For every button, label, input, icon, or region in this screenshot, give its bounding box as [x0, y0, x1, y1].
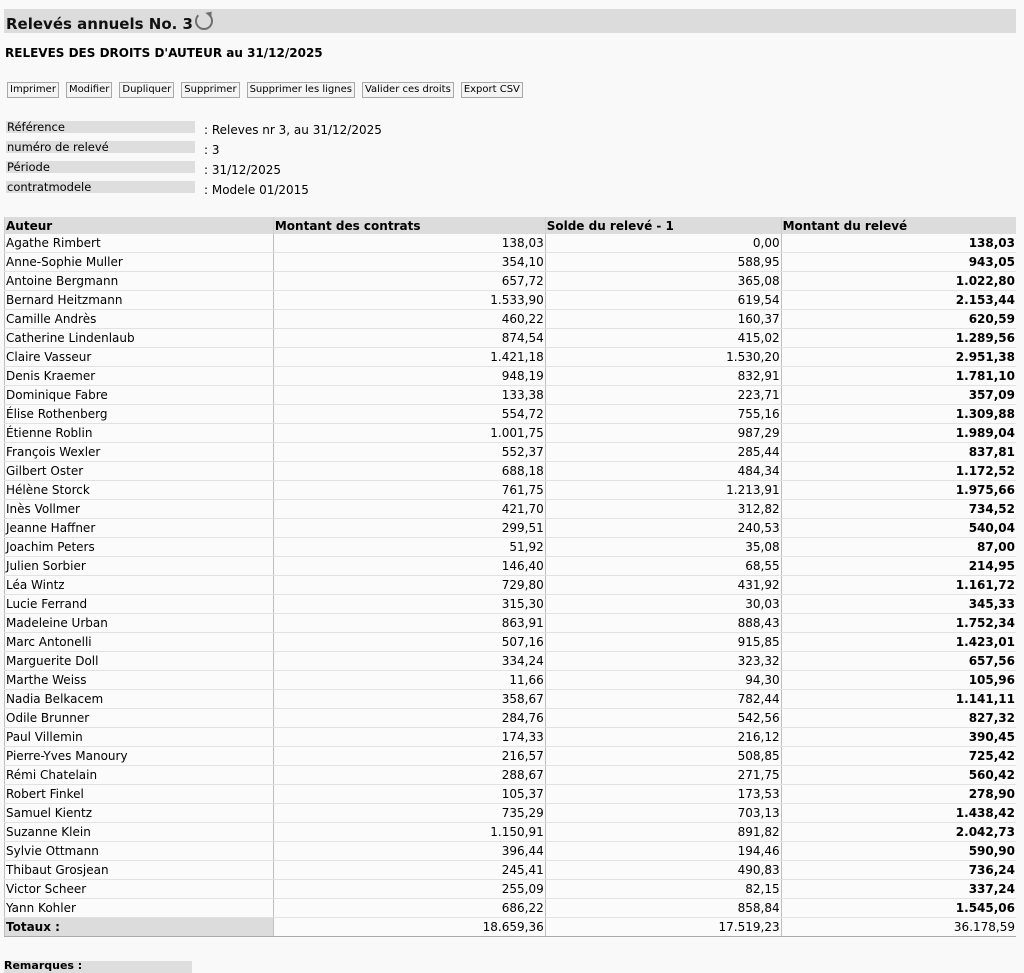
contract-amount: 874,54 — [273, 329, 545, 348]
edit-button[interactable]: Modifier — [66, 82, 112, 98]
statement-amount: 1.975,66 — [781, 481, 1016, 500]
table-row — [5, 842, 1017, 861]
contract-amount: 1.001,75 — [273, 424, 545, 443]
table-row — [5, 386, 1017, 405]
table-row — [5, 576, 1017, 595]
previous-balance: 285,44 — [545, 443, 781, 462]
contract-amount: 554,72 — [273, 405, 545, 424]
statement-amount: 1.172,52 — [781, 462, 1016, 481]
table-row — [5, 880, 1017, 899]
statement-amount: 357,09 — [781, 386, 1016, 405]
previous-balance: 194,46 — [545, 842, 781, 861]
contract-amount: 146,40 — [273, 557, 545, 576]
field-label: Référence — [6, 121, 195, 133]
statement-amount: 390,45 — [781, 728, 1016, 747]
statement-amount: 837,81 — [781, 443, 1016, 462]
field-value: : 3 — [204, 143, 220, 157]
statement-amount: 1.289,56 — [781, 329, 1016, 348]
table-row — [5, 424, 1017, 443]
contract-amount: 735,29 — [273, 804, 545, 823]
statement-amount: 105,96 — [781, 671, 1016, 690]
field-period — [6, 161, 406, 181]
author-name[interactable]: François Wexler — [5, 443, 274, 462]
author-name[interactable]: Marguerite Doll — [5, 652, 274, 671]
author-name[interactable]: Sylvie Ottmann — [5, 842, 274, 861]
contract-amount: 284,76 — [273, 709, 545, 728]
statement-amount: 620,59 — [781, 310, 1016, 329]
field-label: contratmodele — [6, 181, 195, 193]
previous-balance: 30,03 — [545, 595, 781, 614]
author-name[interactable]: Jeanne Haffner — [5, 519, 274, 538]
author-name[interactable]: Odile Brunner — [5, 709, 274, 728]
author-name[interactable]: Suzanne Klein — [5, 823, 274, 842]
author-name[interactable]: Samuel Kientz — [5, 804, 274, 823]
table-row — [5, 652, 1017, 671]
statement-amount: 214,95 — [781, 557, 1016, 576]
author-name[interactable]: Agathe Rimbert — [5, 234, 274, 253]
contract-amount: 255,09 — [273, 880, 545, 899]
statement-amount: 1.545,06 — [781, 899, 1016, 918]
statement-amount: 1.989,04 — [781, 424, 1016, 443]
totals-label: Totaux : — [5, 918, 274, 937]
contract-amount: 358,67 — [273, 690, 545, 709]
table-row — [5, 595, 1017, 614]
table-row — [5, 671, 1017, 690]
author-name[interactable]: Étienne Roblin — [5, 424, 274, 443]
statement-amount: 1.141,11 — [781, 690, 1016, 709]
field-reference — [6, 121, 406, 141]
statement-amount: 725,42 — [781, 747, 1016, 766]
table-row — [5, 405, 1017, 424]
author-name[interactable]: Dominique Fabre — [5, 386, 274, 405]
previous-balance: 323,32 — [545, 652, 781, 671]
contract-amount: 948,19 — [273, 367, 545, 386]
table-row — [5, 899, 1017, 918]
column-header-statement-amount: Montant du relevé — [781, 217, 1016, 234]
previous-balance: 82,15 — [545, 880, 781, 899]
total-statement-amount: 36.178,59 — [781, 918, 1016, 937]
previous-balance: 431,92 — [545, 576, 781, 595]
author-name[interactable]: Léa Wintz — [5, 576, 274, 595]
field-value: : Releves nr 3, au 31/12/2025 — [204, 123, 382, 137]
contract-amount: 138,03 — [273, 234, 545, 253]
table-row — [5, 519, 1017, 538]
previous-balance: 94,30 — [545, 671, 781, 690]
previous-balance: 858,84 — [545, 899, 781, 918]
author-name[interactable]: Marc Antonelli — [5, 633, 274, 652]
contract-amount: 686,22 — [273, 899, 545, 918]
previous-balance: 619,54 — [545, 291, 781, 310]
author-name[interactable]: Madeleine Urban — [5, 614, 274, 633]
table-row — [5, 310, 1017, 329]
column-header-previous-balance: Solde du relevé - 1 — [545, 217, 781, 234]
contract-amount: 552,37 — [273, 443, 545, 462]
table-row — [5, 329, 1017, 348]
previous-balance: 915,85 — [545, 633, 781, 652]
column-header-contract-amount: Montant des contrats — [273, 217, 545, 234]
table-row — [5, 348, 1017, 367]
statement-fields — [6, 121, 406, 201]
contract-amount: 51,92 — [273, 538, 545, 557]
previous-balance: 415,02 — [545, 329, 781, 348]
action-toolbar — [7, 82, 523, 98]
print-button[interactable]: Imprimer — [7, 82, 59, 98]
contract-amount: 334,24 — [273, 652, 545, 671]
statement-amount: 657,56 — [781, 652, 1016, 671]
author-name[interactable]: Hélène Storck — [5, 481, 274, 500]
table-row — [5, 804, 1017, 823]
table-row — [5, 861, 1017, 880]
author-name[interactable]: Lucie Ferrand — [5, 595, 274, 614]
author-name[interactable]: Marthe Weiss — [5, 671, 274, 690]
table-row — [5, 500, 1017, 519]
contract-amount: 507,16 — [273, 633, 545, 652]
statement-amount: 337,24 — [781, 880, 1016, 899]
previous-balance: 542,56 — [545, 709, 781, 728]
previous-balance: 755,16 — [545, 405, 781, 424]
table-row — [5, 557, 1017, 576]
table-row — [5, 234, 1017, 253]
previous-balance: 891,82 — [545, 823, 781, 842]
contract-amount: 396,44 — [273, 842, 545, 861]
total-contract-amount: 18.659,36 — [273, 918, 545, 937]
export-csv-button[interactable]: Export CSV — [461, 82, 523, 98]
previous-balance: 888,43 — [545, 614, 781, 633]
contract-amount: 657,72 — [273, 272, 545, 291]
table-row — [5, 709, 1017, 728]
author-name[interactable]: Julien Sorbier — [5, 557, 274, 576]
total-previous-balance: 17.519,23 — [545, 918, 781, 937]
contract-amount: 354,10 — [273, 253, 545, 272]
royalties-table — [4, 217, 1016, 937]
previous-balance: 271,75 — [545, 766, 781, 785]
table-row — [5, 538, 1017, 557]
field-value: : Modele 01/2015 — [204, 183, 309, 197]
statement-amount: 734,52 — [781, 500, 1016, 519]
statement-amount: 540,04 — [781, 519, 1016, 538]
contract-amount: 216,57 — [273, 747, 545, 766]
author-name[interactable]: Robert Finkel — [5, 785, 274, 804]
contract-amount: 421,70 — [273, 500, 545, 519]
table-row — [5, 614, 1017, 633]
statement-amount: 1.752,34 — [781, 614, 1016, 633]
statement-amount: 345,33 — [781, 595, 1016, 614]
statement-amount: 827,32 — [781, 709, 1016, 728]
previous-balance: 216,12 — [545, 728, 781, 747]
statement-amount: 2.153,44 — [781, 291, 1016, 310]
table-header-row — [5, 217, 1017, 234]
author-name[interactable]: Yann Kohler — [5, 899, 274, 918]
statement-amount: 736,24 — [781, 861, 1016, 880]
previous-balance: 782,44 — [545, 690, 781, 709]
contract-amount: 288,67 — [273, 766, 545, 785]
table-row — [5, 367, 1017, 386]
title-bar — [4, 9, 1016, 33]
author-name[interactable]: Victor Scheer — [5, 880, 274, 899]
previous-balance: 987,29 — [545, 424, 781, 443]
page-subtitle: RELEVES DES DROITS D'AUTEUR au 31/12/2025 — [5, 46, 323, 60]
statement-amount: 278,90 — [781, 785, 1016, 804]
totals-row — [5, 918, 1017, 937]
contract-amount: 299,51 — [273, 519, 545, 538]
previous-balance: 490,83 — [545, 861, 781, 880]
statement-amount: 1.423,01 — [781, 633, 1016, 652]
remarks-label: Remarques : — [4, 961, 192, 973]
previous-balance: 223,71 — [545, 386, 781, 405]
author-name[interactable]: Joachim Peters — [5, 538, 274, 557]
previous-balance: 35,08 — [545, 538, 781, 557]
table-row — [5, 747, 1017, 766]
statement-amount: 2.042,73 — [781, 823, 1016, 842]
statement-amount: 1.022,80 — [781, 272, 1016, 291]
table-row — [5, 690, 1017, 709]
previous-balance: 312,82 — [545, 500, 781, 519]
table-row — [5, 823, 1017, 842]
contract-amount: 761,75 — [273, 481, 545, 500]
previous-balance: 0,00 — [545, 234, 781, 253]
author-name[interactable]: Denis Kraemer — [5, 367, 274, 386]
previous-balance: 365,08 — [545, 272, 781, 291]
contract-amount: 133,38 — [273, 386, 545, 405]
contract-amount: 245,41 — [273, 861, 545, 880]
statement-amount: 1.781,10 — [781, 367, 1016, 386]
author-name[interactable]: Gilbert Oster — [5, 462, 274, 481]
statement-amount: 590,90 — [781, 842, 1016, 861]
author-name[interactable]: Thibaut Grosjean — [5, 861, 274, 880]
delete-button[interactable]: Supprimer — [181, 82, 239, 98]
duplicate-button[interactable]: Dupliquer — [119, 82, 174, 98]
contract-amount: 1.421,18 — [273, 348, 545, 367]
author-name[interactable]: Antoine Bergmann — [5, 272, 274, 291]
statement-amount: 1.161,72 — [781, 576, 1016, 595]
contract-amount: 460,22 — [273, 310, 545, 329]
contract-amount: 729,80 — [273, 576, 545, 595]
table-row — [5, 785, 1017, 804]
author-name[interactable]: Inès Vollmer — [5, 500, 274, 519]
previous-balance: 703,13 — [545, 804, 781, 823]
table-row — [5, 462, 1017, 481]
statement-amount: 2.951,38 — [781, 348, 1016, 367]
previous-balance: 1.530,20 — [545, 348, 781, 367]
delete-lines-button[interactable]: Supprimer les lignes — [247, 82, 355, 98]
field-contract-model — [6, 181, 406, 201]
table-row — [5, 633, 1017, 652]
author-name[interactable]: Bernard Heitzmann — [5, 291, 274, 310]
field-label: Période — [6, 161, 195, 173]
previous-balance: 1.213,91 — [545, 481, 781, 500]
table-row — [5, 481, 1017, 500]
contract-amount: 1.533,90 — [273, 291, 545, 310]
previous-balance: 68,55 — [545, 557, 781, 576]
refresh-icon[interactable] — [195, 12, 213, 30]
contract-amount: 315,30 — [273, 595, 545, 614]
table-body — [5, 234, 1017, 918]
contract-amount: 174,33 — [273, 728, 545, 747]
previous-balance: 240,53 — [545, 519, 781, 538]
author-name[interactable]: Claire Vasseur — [5, 348, 274, 367]
statement-amount: 138,03 — [781, 234, 1016, 253]
statement-amount: 1.438,42 — [781, 804, 1016, 823]
table-row — [5, 443, 1017, 462]
contract-amount: 1.150,91 — [273, 823, 545, 842]
table-row — [5, 766, 1017, 785]
table-row — [5, 272, 1017, 291]
previous-balance: 160,37 — [545, 310, 781, 329]
statement-amount: 943,05 — [781, 253, 1016, 272]
statement-amount: 87,00 — [781, 538, 1016, 557]
previous-balance: 588,95 — [545, 253, 781, 272]
author-name[interactable]: Pierre-Yves Manoury — [5, 747, 274, 766]
contract-amount: 11,66 — [273, 671, 545, 690]
page-title: Relevés annuels No. 3 — [6, 12, 213, 33]
author-name[interactable]: Élise Rothenberg — [5, 405, 274, 424]
contract-amount: 105,37 — [273, 785, 545, 804]
table-row — [5, 291, 1017, 310]
contract-amount: 863,91 — [273, 614, 545, 633]
validate-rights-button[interactable]: Valider ces droits — [362, 82, 454, 98]
field-label: numéro de relevé — [6, 141, 195, 153]
statement-amount: 560,42 — [781, 766, 1016, 785]
author-name[interactable]: Paul Villemin — [5, 728, 274, 747]
statement-amount: 1.309,88 — [781, 405, 1016, 424]
author-name[interactable]: Rémi Chatelain — [5, 766, 274, 785]
author-name[interactable]: Catherine Lindenlaub — [5, 329, 274, 348]
field-value: : 31/12/2025 — [204, 163, 282, 177]
author-name[interactable]: Camille Andrès — [5, 310, 274, 329]
contract-amount: 688,18 — [273, 462, 545, 481]
previous-balance: 484,34 — [545, 462, 781, 481]
table-row — [5, 253, 1017, 272]
author-name[interactable]: Anne-Sophie Muller — [5, 253, 274, 272]
previous-balance: 508,85 — [545, 747, 781, 766]
table-row — [5, 728, 1017, 747]
field-statement-number — [6, 141, 406, 161]
author-name[interactable]: Nadia Belkacem — [5, 690, 274, 709]
previous-balance: 173,53 — [545, 785, 781, 804]
previous-balance: 832,91 — [545, 367, 781, 386]
column-header-author: Auteur — [5, 217, 274, 234]
